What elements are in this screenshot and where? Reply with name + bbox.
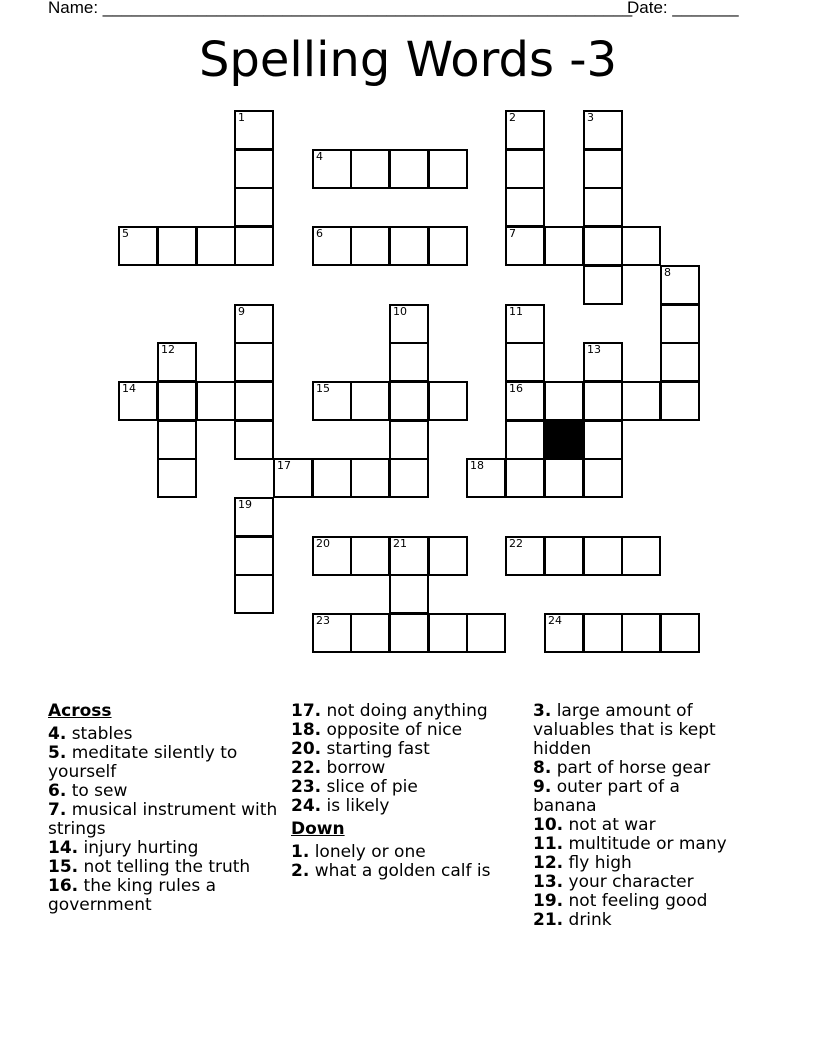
clue-item-number: 24. — [291, 796, 322, 816]
clue-item-text: the king rules a government — [48, 876, 216, 915]
clue-number: 24 — [548, 614, 562, 627]
grid-cell[interactable] — [389, 458, 429, 498]
grid-cell[interactable] — [583, 265, 623, 305]
clue-item-text: musical instrument with strings — [48, 800, 278, 839]
grid-cell[interactable] — [544, 226, 584, 266]
grid-cell[interactable] — [350, 458, 390, 498]
clue-item — [533, 702, 748, 759]
clue-item — [291, 759, 521, 778]
clue-item-text: what a golden calf is — [314, 861, 491, 881]
clue-item-number: 6. — [48, 781, 67, 801]
grid-cell[interactable] — [389, 613, 429, 653]
clue-item — [291, 702, 521, 721]
clue-item — [48, 725, 278, 744]
grid-cell[interactable] — [660, 304, 700, 344]
clue-item — [291, 862, 521, 881]
grid-cell[interactable] — [583, 381, 623, 421]
grid-cell[interactable] — [234, 497, 274, 537]
grid-cell[interactable] — [157, 342, 197, 382]
grid-cell[interactable] — [157, 420, 197, 460]
clue-item-text: to sew — [71, 781, 128, 801]
grid-cell[interactable] — [621, 226, 661, 266]
date-field-label: Date: _______ — [627, 0, 739, 17]
grid-cell[interactable] — [621, 613, 661, 653]
clue-item-number: 7. — [48, 800, 67, 820]
grid-cell[interactable] — [157, 381, 197, 421]
clue-number: 23 — [316, 614, 330, 627]
grid-cell[interactable] — [505, 226, 545, 266]
grid-cell[interactable] — [505, 110, 545, 150]
clue-item-text: fly high — [568, 853, 632, 873]
grid-cell[interactable] — [234, 187, 274, 227]
grid-cell[interactable] — [234, 149, 274, 189]
grid-cell[interactable] — [234, 304, 274, 344]
grid-cell[interactable] — [660, 613, 700, 653]
clue-item-number: 22. — [291, 758, 322, 778]
clue-item — [48, 877, 278, 915]
clue-item — [291, 740, 521, 759]
grid-cell[interactable] — [273, 458, 313, 498]
grid-cell[interactable] — [505, 187, 545, 227]
clue-item-number: 5. — [48, 743, 67, 763]
grid-cell[interactable] — [583, 342, 623, 382]
name-field-label: Name: ________________________________________________________ — [48, 0, 633, 17]
clue-item — [48, 839, 278, 858]
clue-number: 10 — [393, 305, 407, 318]
grid-cell[interactable] — [312, 381, 352, 421]
grid-cell[interactable] — [660, 342, 700, 382]
grid-cell[interactable] — [312, 226, 352, 266]
clue-number: 11 — [509, 305, 523, 318]
grid-cell[interactable] — [312, 613, 352, 653]
grid-cell[interactable] — [157, 226, 197, 266]
clue-item-text: part of horse gear — [556, 758, 711, 778]
clue-item — [533, 854, 748, 873]
clue-number: 4 — [316, 150, 323, 163]
clue-number: 21 — [393, 537, 407, 550]
grid-cell[interactable] — [389, 304, 429, 344]
grid-cell[interactable] — [350, 226, 390, 266]
grid-cell[interactable] — [505, 304, 545, 344]
clue-item-text: drink — [568, 910, 612, 930]
clue-item — [533, 835, 748, 854]
grid-cell[interactable] — [196, 381, 236, 421]
clue-number: 15 — [316, 382, 330, 395]
grid-cell[interactable] — [583, 110, 623, 150]
clue-item-text: not at war — [568, 815, 656, 835]
grid-cell[interactable] — [350, 613, 390, 653]
clue-item — [291, 778, 521, 797]
clue-item-text: injury hurting — [83, 838, 199, 858]
grid-cell[interactable] — [118, 381, 158, 421]
grid-cell[interactable] — [428, 613, 468, 653]
grid-cell[interactable] — [350, 536, 390, 576]
grid-cell[interactable] — [660, 381, 700, 421]
grid-cell[interactable] — [389, 149, 429, 189]
grid-cell[interactable] — [466, 458, 506, 498]
grid-cell[interactable] — [621, 536, 661, 576]
clue-number: 14 — [122, 382, 136, 395]
grid-cell[interactable] — [428, 536, 468, 576]
grid-cell[interactable] — [389, 536, 429, 576]
clue-item — [291, 797, 521, 816]
clue-item — [291, 843, 521, 862]
grid-cell[interactable] — [350, 381, 390, 421]
clue-item — [48, 801, 278, 839]
clue-number: 17 — [277, 459, 291, 472]
clue-item-number: 13. — [533, 872, 564, 892]
grid-cell[interactable] — [583, 226, 623, 266]
clue-item-number: 2. — [291, 861, 310, 881]
clue-number: 7 — [509, 227, 516, 240]
clue-number: 19 — [238, 498, 252, 511]
clue-item — [533, 911, 748, 930]
clue-item-number: 23. — [291, 777, 322, 797]
grid-cell[interactable] — [389, 420, 429, 460]
clue-number: 2 — [509, 111, 516, 124]
clue-number: 1 — [238, 111, 245, 124]
grid-cell[interactable] — [583, 149, 623, 189]
clue-item — [48, 782, 278, 801]
grid-cell[interactable] — [505, 536, 545, 576]
grid-cell[interactable] — [505, 420, 545, 460]
clue-item-text: your character — [568, 872, 694, 892]
clue-item-number: 20. — [291, 739, 322, 759]
grid-cell[interactable] — [544, 613, 584, 653]
clue-item-text: meditate silently to yourself — [48, 743, 238, 782]
grid-cell[interactable] — [583, 536, 623, 576]
clue-number: 5 — [122, 227, 129, 240]
grid-cell[interactable] — [234, 342, 274, 382]
clue-number: 18 — [470, 459, 484, 472]
clue-item — [48, 858, 278, 877]
clue-item — [291, 721, 521, 740]
clue-item-text: multitude or many — [568, 834, 727, 854]
clue-number: 6 — [316, 227, 323, 240]
clue-item-text: is likely — [326, 796, 390, 816]
clue-item — [533, 759, 748, 778]
clue-item-number: 21. — [533, 910, 564, 930]
clue-item — [533, 816, 748, 835]
page-title: Spelling Words -3 — [198, 32, 618, 88]
grid-cell[interactable] — [544, 458, 584, 498]
grid-cell[interactable] — [118, 226, 158, 266]
clue-number: 3 — [587, 111, 594, 124]
grid-cell[interactable] — [389, 381, 429, 421]
grid-cell[interactable] — [312, 536, 352, 576]
clue-column-1 — [48, 702, 278, 919]
grid-cell[interactable] — [583, 613, 623, 653]
clue-item-number: 19. — [533, 891, 564, 911]
clue-item-number: 18. — [291, 720, 322, 740]
clue-item-number: 16. — [48, 876, 79, 896]
clue-item-number: 9. — [533, 777, 552, 797]
grid-cell[interactable] — [234, 381, 274, 421]
clue-number: 9 — [238, 305, 245, 318]
clue-number: 20 — [316, 537, 330, 550]
clue-number: 16 — [509, 382, 523, 395]
clue-item-text: not doing anything — [326, 701, 488, 721]
grid-cell[interactable] — [389, 226, 429, 266]
clue-item-number: 17. — [291, 701, 322, 721]
grid-cell[interactable] — [234, 574, 274, 614]
clue-item-text: lonely or one — [314, 842, 426, 862]
grid-cell[interactable] — [428, 226, 468, 266]
clue-item — [48, 744, 278, 782]
grid-cell[interactable] — [312, 149, 352, 189]
clue-item — [533, 873, 748, 892]
grid-cell[interactable] — [621, 381, 661, 421]
down-heading: Down — [291, 819, 345, 839]
grid-cell[interactable] — [196, 226, 236, 266]
clue-item — [533, 778, 748, 816]
clue-item-number: 14. — [48, 838, 79, 858]
clue-item-text: opposite of nice — [326, 720, 463, 740]
clue-number: 22 — [509, 537, 523, 550]
clue-item-text: large amount of valuables that is kept hidden — [533, 701, 716, 759]
clue-item-number: 1. — [291, 842, 310, 862]
grid-cell[interactable] — [505, 149, 545, 189]
grid-cell[interactable] — [583, 458, 623, 498]
grid-cell[interactable] — [234, 420, 274, 460]
clue-item-text: borrow — [326, 758, 386, 778]
grid-cell[interactable] — [234, 226, 274, 266]
grid-cell[interactable] — [505, 342, 545, 382]
clue-item-number: 10. — [533, 815, 564, 835]
grid-cell[interactable] — [428, 149, 468, 189]
clue-number: 8 — [664, 266, 671, 279]
grid-cell[interactable] — [428, 381, 468, 421]
clue-item — [533, 892, 748, 911]
clue-item-text: slice of pie — [326, 777, 418, 797]
clue-number: 12 — [161, 343, 175, 356]
grid-cell[interactable] — [544, 536, 584, 576]
grid-cell[interactable] — [157, 458, 197, 498]
clue-item-text: not feeling good — [568, 891, 708, 911]
clue-item-text: not telling the truth — [83, 857, 251, 877]
clue-item-number: 4. — [48, 724, 67, 744]
grid-cell[interactable] — [389, 342, 429, 382]
grid-cell[interactable] — [505, 458, 545, 498]
clue-column-2 — [291, 702, 521, 885]
grid-cell[interactable] — [234, 110, 274, 150]
clue-item-number: 12. — [533, 853, 564, 873]
grid-cell[interactable] — [350, 149, 390, 189]
clue-number: 13 — [587, 343, 601, 356]
clue-item-text: outer part of a banana — [533, 777, 680, 816]
grid-cell[interactable] — [544, 381, 584, 421]
clue-item-number: 8. — [533, 758, 552, 778]
black-cell — [544, 420, 584, 460]
clue-item-number: 15. — [48, 857, 79, 877]
clue-item-text: stables — [71, 724, 133, 744]
grid-cell[interactable] — [505, 381, 545, 421]
grid-cell[interactable] — [312, 458, 352, 498]
grid-cell[interactable] — [583, 187, 623, 227]
grid-cell[interactable] — [466, 613, 506, 653]
clue-column-3 — [533, 702, 748, 934]
clue-item-number: 3. — [533, 701, 552, 721]
clue-item-text: starting fast — [326, 739, 430, 759]
across-heading: Across — [48, 701, 112, 721]
grid-cell[interactable] — [583, 420, 623, 460]
clue-item-number: 11. — [533, 834, 564, 854]
grid-cell[interactable] — [234, 536, 274, 576]
grid-cell[interactable] — [660, 265, 700, 305]
grid-cell[interactable] — [389, 574, 429, 614]
